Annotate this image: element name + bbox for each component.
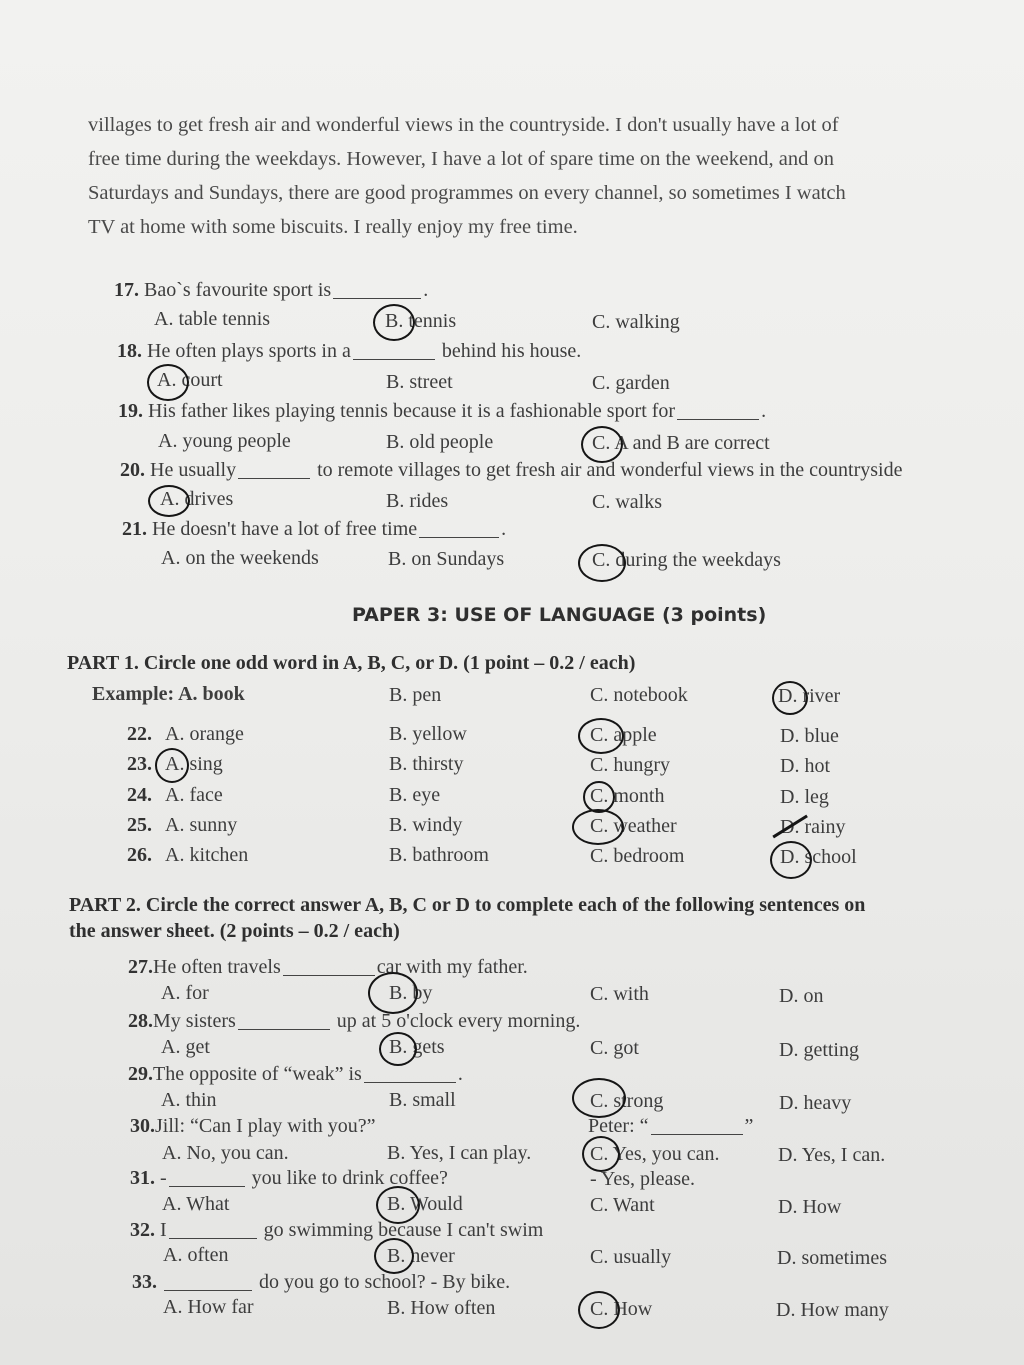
option-c[interactable]: C. bedroom [590, 845, 685, 867]
reading-passage [88, 108, 1003, 244]
dialogue-dash: - [160, 1167, 167, 1189]
option-c[interactable]: C. A and B are correct [592, 432, 770, 454]
answer-blank[interactable] [238, 1009, 330, 1030]
option-d[interactable]: D. blue [780, 725, 839, 747]
question-stem: do you go to school? - By bike. [259, 1271, 511, 1293]
question-stem: He usually [150, 459, 237, 481]
option-d[interactable]: D. hot [780, 755, 830, 777]
option-d[interactable]: D. rainy [780, 816, 846, 838]
option-c[interactable]: C. apple [590, 724, 657, 746]
question-end: up at 5 o'clock every morning. [336, 1010, 581, 1032]
subject: I [160, 1219, 167, 1241]
question-29 [128, 1062, 463, 1086]
option-a[interactable]: A. court [157, 369, 223, 391]
question-number: 21. [122, 518, 147, 540]
option-c[interactable]: C. weather [590, 815, 677, 837]
option-a[interactable]: A. What [162, 1193, 230, 1215]
option-a[interactable]: A. table tennis [154, 308, 271, 330]
passage-line: Saturdays and Sundays, there are good programmes on every channel, so sometimes I watch [88, 182, 846, 204]
option-b[interactable]: B. on Sundays [388, 548, 505, 570]
option-c[interactable]: C. walking [592, 311, 680, 333]
question-number: 30. [130, 1115, 155, 1137]
question-stem: The opposite of “weak” is [153, 1063, 362, 1085]
question-number: 19. [118, 400, 143, 422]
option-c[interactable]: C. got [590, 1037, 639, 1059]
question-number: 20. [120, 459, 145, 481]
option-b[interactable]: B. rides [386, 490, 449, 512]
paper-title: PAPER 3: USE OF LANGUAGE (3 points) [352, 604, 767, 626]
question-27 [128, 955, 528, 979]
question-stem: you like to drink coffee? [251, 1167, 448, 1189]
option-d[interactable]: D. heavy [779, 1092, 852, 1114]
question-number: 22. [127, 723, 152, 745]
option-b[interactable]: B. street [386, 371, 453, 393]
option-b[interactable]: B. tennis [385, 310, 457, 332]
question-stem: His father likes playing tennis because it is a fashionable sport for [148, 400, 676, 422]
question-stem: My sisters [153, 1010, 236, 1032]
answer-blank[interactable] [169, 1218, 257, 1239]
reply-prefix: Peter: “ [588, 1115, 649, 1137]
question-17 [114, 278, 428, 302]
option-a[interactable]: A. sing [165, 753, 223, 775]
option-c[interactable]: C. month [590, 785, 665, 807]
option-a[interactable]: A. often [163, 1244, 229, 1266]
answer-blank[interactable] [333, 278, 421, 299]
option-c[interactable]: C. How [590, 1298, 653, 1320]
part2-heading-line2: the answer sheet. (2 points – 0.2 / each) [69, 920, 400, 942]
answer-blank[interactable] [164, 1270, 252, 1291]
question-end: car with my father. [376, 956, 528, 978]
option-b[interactable]: B. Would [387, 1193, 463, 1215]
answer-blank[interactable] [238, 458, 310, 479]
option-d[interactable]: D. getting [779, 1039, 859, 1061]
question-number: 26. [127, 844, 152, 866]
option-a[interactable]: A. on the weekends [161, 547, 319, 569]
question-number: 17. [114, 279, 139, 301]
answer-blank[interactable] [169, 1166, 245, 1187]
option-a[interactable]: A. thin [161, 1089, 217, 1111]
question-stem: He often travels [153, 956, 281, 978]
passage-line: TV at home with some biscuits. I really enjoy my free time. [88, 216, 578, 238]
option-d[interactable]: D. sometimes [777, 1247, 887, 1269]
question-number: 29. [128, 1063, 153, 1085]
option-c[interactable]: C. during the weekdays [592, 549, 781, 571]
answer-blank[interactable] [364, 1062, 456, 1083]
question-number: 25. [127, 814, 152, 836]
option-b[interactable]: B. bathroom [389, 844, 489, 866]
question-30 [130, 1115, 376, 1138]
question-end: behind his house. [441, 340, 582, 362]
question-19 [118, 399, 766, 423]
option-d[interactable]: D. Yes, I can. [778, 1144, 886, 1166]
reply-text: - Yes, please. [590, 1168, 695, 1190]
option-a[interactable]: A. drives [160, 488, 234, 510]
option-a[interactable]: A. young people [158, 430, 291, 452]
question-end: . [423, 279, 429, 301]
question-32 [130, 1218, 543, 1242]
question-stem: He doesn't have a lot of free time [152, 518, 418, 540]
part2-heading: PART 2. Circle the correct answer A, B, C or D to complete each of the following sentences on [69, 894, 866, 916]
question-number: 27. [128, 956, 153, 978]
option-b[interactable]: B. Yes, I can play. [387, 1142, 532, 1164]
option-c[interactable]: C. walks [592, 491, 662, 513]
option-a[interactable]: A. orange [165, 723, 244, 745]
option-b[interactable]: B. small [389, 1089, 456, 1111]
option-c[interactable]: C. Yes, you can. [590, 1143, 720, 1165]
question-18 [117, 339, 581, 363]
answer-blank[interactable] [419, 517, 499, 538]
option-b[interactable]: B. How often [387, 1297, 496, 1319]
question-number: 33. [132, 1271, 157, 1293]
option-a[interactable]: A. kitchen [165, 844, 249, 866]
option-b[interactable]: B. eye [389, 784, 441, 806]
option-b[interactable]: B. old people [386, 431, 494, 453]
question-28 [128, 1009, 580, 1033]
option-b: B. pen [389, 684, 442, 706]
option-b[interactable]: B. windy [389, 814, 463, 836]
option-a[interactable]: A. for [161, 982, 209, 1004]
option-d: D. river [778, 685, 841, 707]
option-c[interactable]: C. Want [590, 1194, 655, 1216]
question-number: 31. [130, 1167, 155, 1189]
question-number: 23. [127, 753, 152, 775]
option-b[interactable]: B. by [389, 982, 433, 1004]
option-c: C. notebook [590, 684, 688, 706]
option-b[interactable]: B. never [387, 1245, 455, 1267]
question-number: 24. [127, 784, 152, 806]
part1-heading: PART 1. Circle one odd word in A, B, C, or D. (1 point – 0.2 / each) [67, 652, 636, 674]
question-stem: go swimming because I can't swim [263, 1219, 544, 1241]
answer-blank[interactable] [677, 399, 759, 420]
question-stem: Jill: “Can I play with you?” [155, 1115, 376, 1137]
option-c[interactable]: C. strong [590, 1090, 664, 1112]
option-c[interactable]: C. garden [592, 372, 670, 394]
question-stem: Bao`s favourite sport is [144, 279, 332, 301]
question-end: to remote villages to get fresh air and wonderful views in the countryside [317, 459, 903, 481]
option-b[interactable]: B. thirsty [389, 753, 464, 775]
answer-blank[interactable] [353, 339, 435, 360]
option-a[interactable]: A. sunny [165, 814, 238, 836]
question-21 [122, 517, 506, 541]
question-end: . [457, 1063, 463, 1085]
option-c[interactable]: C. with [590, 983, 649, 1005]
question-number: 32. [130, 1219, 155, 1241]
option-a[interactable]: A. get [161, 1036, 210, 1058]
answer-blank[interactable] [651, 1114, 743, 1135]
question-30-reply [588, 1114, 753, 1138]
passage-line: villages to get fresh air and wonderful views in the countryside. I don't usually have a lot of [88, 114, 839, 136]
option-b[interactable]: B. gets [389, 1036, 445, 1058]
question-31 [130, 1166, 448, 1190]
answer-blank[interactable] [283, 955, 375, 976]
option-d[interactable]: D. leg [780, 786, 829, 808]
question-stem: He often plays sports in a [147, 340, 351, 362]
example-label: Example: A. book [92, 683, 245, 705]
option-a[interactable]: A. face [165, 784, 223, 806]
question-end: . [501, 518, 507, 540]
option-c[interactable]: C. hungry [590, 754, 670, 776]
question-20 [120, 458, 902, 482]
option-d[interactable]: D. on [779, 985, 824, 1007]
option-d[interactable]: D. school [780, 846, 857, 868]
question-number: 18. [117, 340, 142, 362]
passage-line: free time during the weekdays. However, I have a lot of spare time on the weekend, and on [88, 148, 835, 170]
option-b[interactable]: B. yellow [389, 723, 467, 745]
question-end: . [761, 400, 767, 422]
option-d[interactable]: D. How [778, 1196, 842, 1218]
option-c[interactable]: C. usually [590, 1246, 672, 1268]
option-a[interactable]: A. How far [163, 1296, 254, 1318]
reply-end: ” [744, 1115, 754, 1137]
option-d[interactable]: D. How many [776, 1299, 889, 1321]
question-33 [132, 1270, 510, 1294]
option-a[interactable]: A. No, you can. [162, 1142, 289, 1164]
question-number: 28. [128, 1010, 153, 1032]
